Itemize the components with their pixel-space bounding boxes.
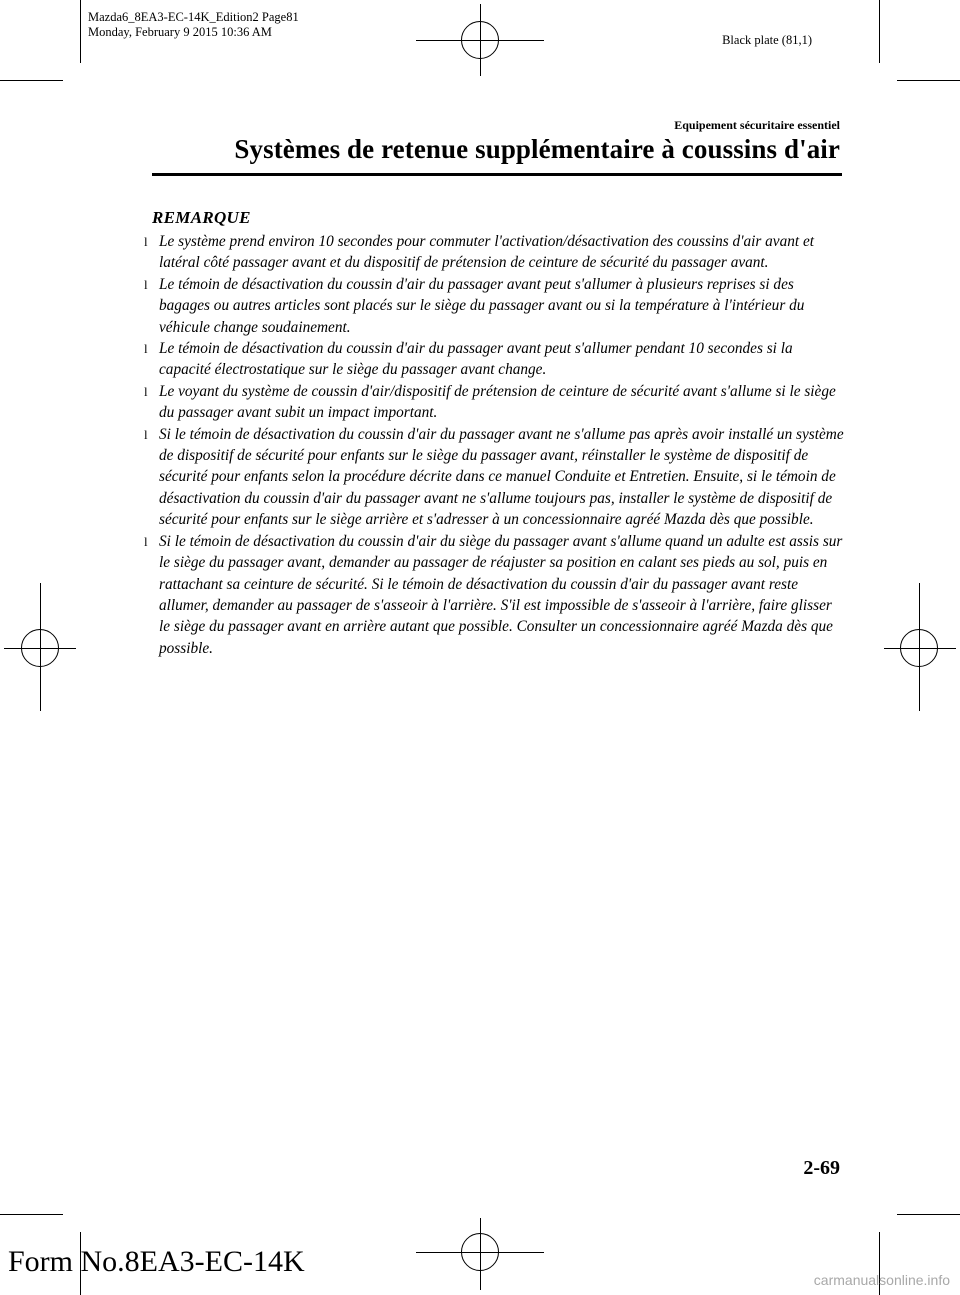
bullet-icon: l (144, 276, 148, 292)
bullet-icon: l (144, 234, 148, 249)
slug-file-line: Mazda6_8EA3-EC-14K_Edition2 Page81 (88, 10, 299, 24)
note-list (144, 231, 844, 659)
list-item (144, 424, 844, 531)
list-item (144, 338, 844, 381)
list-item-text: Le témoin de désactivation du coussin d'air du passager avant peut s'allumer à plusieurs reprises si des bagages ou autres articles sont placés sur le siège du passager avant ou si la température à l'intérieur du véhicule change soudainement. (159, 275, 805, 336)
crop-mark-br-h (897, 1214, 960, 1215)
list-item-text: Le système prend environ 10 secondes pour commuter l'activation/désactivation des coussins d'air avant et latéral côté passager avant et du dispositif de prétension de ceinture de sécurité du passager avant. (159, 233, 814, 272)
print-slug (88, 10, 299, 40)
header-rule (152, 173, 842, 176)
crop-mark-tl-v (80, 0, 81, 63)
list-item (144, 381, 844, 424)
form-number: Form No.8EA3-EC-14K (8, 1245, 305, 1278)
list-item-text: Le témoin de désactivation du coussin d'air du passager avant peut s'allumer pendant 10 secondes si la capacité électrostatique sur le siège du passager avant change. (159, 340, 793, 379)
crop-mark-tl-h (0, 80, 63, 81)
bullet-icon: l (144, 383, 148, 399)
list-item-text: Si le témoin de désactivation du coussin d'air du passager avant ne s'allume pas après avoir installé un système de dispositif de sécurité pour enfants sur le siège du passager avant, réinstaller le système de dispositif de sécurité pour enfants selon la procédure décrite dans ce manuel Conduite et Entretien. Ensuite, si le témoin de désactivation du coussin d'air du passager avant ne s'allume toujours pas, installer le système de dispositif de sécurité pour enfants sur le siège arrière et s'adresser à un concessionnaire agréé Mazda dès que possible. (159, 425, 844, 529)
note-block (144, 208, 844, 659)
watermark: carmanualsonline.info (813, 1272, 950, 1288)
bullet-icon: l (144, 341, 148, 357)
note-title: REMARQUE (152, 208, 251, 227)
plate-label: Black plate (81,1) (722, 33, 812, 47)
section-label: Equipement sécuritaire essentiel (674, 118, 840, 132)
crop-mark-tr-h (897, 80, 960, 81)
list-item (144, 231, 844, 274)
list-item-text: Le voyant du système de coussin d'air/dispositif de prétension de ceinture de sécurité avant s'allume si le siège du passager avant subit un impact important. (159, 382, 836, 422)
bullet-icon: l (144, 533, 148, 549)
crop-mark-bl-h (0, 1214, 63, 1215)
list-item (144, 531, 844, 659)
list-item-text: Si le témoin de désactivation du coussin d'air du siège du passager avant s'allume quand un adulte est assis sur le siège du passager avant, demander au passager de réajuster sa position en calant ses pieds au sol, puis en rattachant sa ceinture de sécurité. Si le témoin de désactivation du coussin d'air du passager avant reste allumer, demander au passager de s'asseoir à l'arrière. S'il est impossible de s'asseoir à l'arrière, faire glisser le siège du passager avant en arrière autant que possible. Consulter un concessionnaire agréé Mazda dès que possible. (159, 532, 843, 657)
bullet-icon: l (144, 426, 148, 442)
slug-date-line: Monday, February 9 2015 10:36 AM (88, 25, 272, 39)
list-item (144, 274, 844, 338)
page-number: 2-69 (803, 1157, 840, 1179)
page-title: Systèmes de retenue supplémentaire à coussins d'air (234, 134, 840, 164)
crop-mark-tr-v (879, 0, 880, 63)
